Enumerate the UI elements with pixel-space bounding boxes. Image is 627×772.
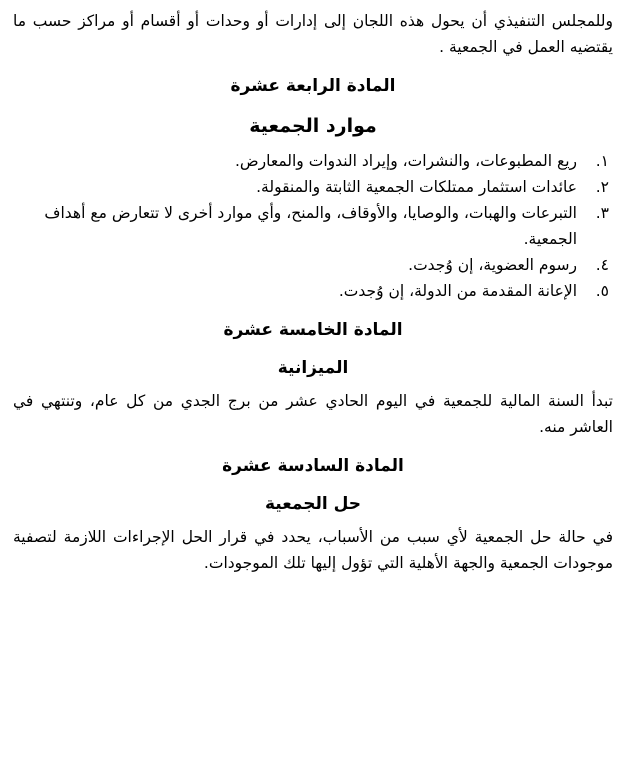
article-16-title: المادة السادسة عشرة xyxy=(222,456,404,476)
resources-list xyxy=(13,148,613,304)
list-item-text: ريع المطبوعات، والنشرات، وإيراد الندوات والمعارض. xyxy=(234,152,577,170)
spacer xyxy=(13,140,613,148)
list-item xyxy=(13,200,613,252)
article-16-heading: حل الجمعية xyxy=(264,494,362,514)
article-15-heading: الميزانية xyxy=(277,358,349,378)
list-item-number: ٤. xyxy=(595,256,609,274)
document-page xyxy=(13,8,613,576)
spacer xyxy=(13,98,613,112)
article-14-heading: موارد الجمعية xyxy=(249,115,377,137)
spacer xyxy=(13,380,613,388)
list-item-number: ٣. xyxy=(595,204,609,222)
spacer xyxy=(13,342,613,356)
list-item xyxy=(13,148,613,174)
list-item-text: رسوم العضوية، إن وُجدت. xyxy=(408,256,577,274)
spacer xyxy=(13,478,613,492)
budget-paragraph: تبدأ السنة المالية للجمعية في اليوم الحادي عشر من برج الجدي من كل عام، وتنتهي في العاشر منه. xyxy=(13,392,613,436)
dissolution-paragraph: في حالة حل الجمعية لأي سبب من الأسباب، يحدد في قرار الحل الإجراءات اللازمة لتصفية موجودات الجمعية والجهة الأهلية التي تؤول إليها تلك الموجودات. xyxy=(13,528,613,572)
list-item xyxy=(13,252,613,278)
list-item-text: الإعانة المقدمة من الدولة، إن وُجدت. xyxy=(338,282,577,300)
article-14-title: المادة الرابعة عشرة xyxy=(230,76,396,96)
list-item xyxy=(13,174,613,200)
list-item xyxy=(13,278,613,304)
list-item-text: التبرعات والهبات، والوصايا، والأوقاف، والمنح، وأي موارد أخرى لا تتعارض مع أهداف الجمعية. xyxy=(44,204,577,248)
spacer xyxy=(13,60,613,74)
spacer xyxy=(13,516,613,524)
list-item-number: ٥. xyxy=(595,282,609,300)
article-15-title: المادة الخامسة عشرة xyxy=(223,320,403,340)
spacer xyxy=(13,304,613,318)
intro-paragraph: وللمجلس التنفيذي أن يحول هذه اللجان إلى إدارات أو وحدات أو أقسام أو مراكز حسب ما يقتضيه العمل في الجمعية . xyxy=(13,12,613,56)
spacer xyxy=(13,440,613,454)
list-item-number: ١. xyxy=(595,152,609,170)
list-item-text: عائدات استثمار ممتلكات الجمعية الثابتة والمنقولة. xyxy=(256,178,577,196)
list-item-number: ٢. xyxy=(595,178,609,196)
